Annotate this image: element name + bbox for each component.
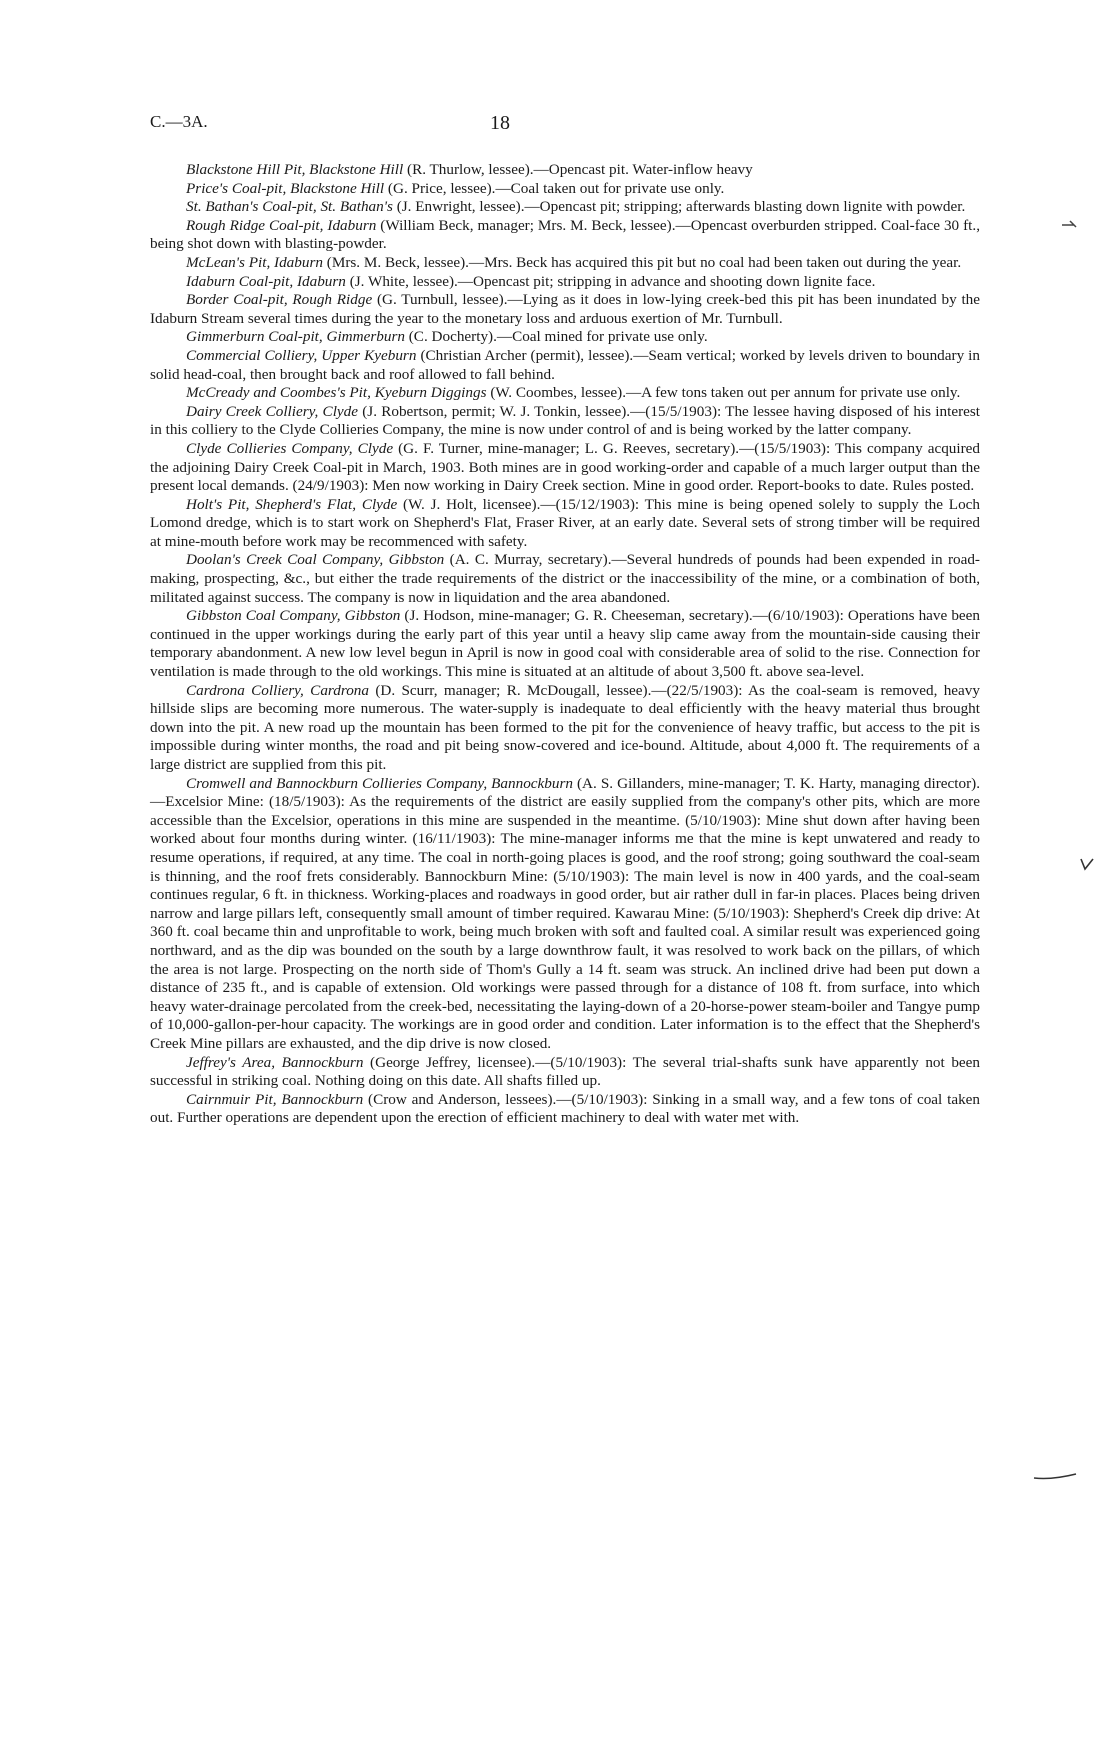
entry-text: (Crow and Anderson, lessees).—(5/10/1903): Sinking in a small way, and a few tons of coal taken out. Further operations are dependent upon the erection of efficient machinery to deal with water met with. <box>150 1090 980 1127</box>
entry-text: (A. S. Gillanders, mine-manager; T. K. Harty, managing director).—Excelsior Mine: (18/5/1903): As the requirements of the district are easily supplied from the company's other pits, which are more accessible than the Excelsior, operations in this mine are suspended in the meantime. (5/10/1903): Mine shut down after having been worked about four months during winter. (16/11/1903): The mine-manager informs me that the mine is kept unwatered and ready to resume operations, if required, at any time. The coal in north-going places is good, and the roof strong; going southward the coal-seam is thinning, and the roof frets considerably. Bannockburn Mine: (5/10/1903): The main level is now in 400 yards, and the coal-seam continues regular, 6 ft. in thickness. Working-places and roadways in good order, but air rather dull in far-in places. Places being driven narrow and large pillars left, consequently small amount of timber required. Kawarau Mine: (5/10/1903): Shepherd's Creek dip drive: At 360 ft. coal became thin and unprofitable to work, being much broken with soft and faulted coal. A similar result was experienced going northward, and as the dip was bounded on the south by a large downthrow fault, it was resolved to work back on the pillars, of which the area is not large. Prospecting on the north side of Thom's Gully a 14 ft. seam was struck. An inclined drive had been put down a distance of 235 ft., and is capable of extension. Old workings were passed through for a distance of 108 ft. from surface, into which heavy water-drainage percolated from the creek-bed, necessitating the laying-down of a 20-horse-power steam-boiler and Tangye pump of 10,000-gallon-per-hour capacity. The workings are in good order and condition. Later information is to the effect that the Shepherd's Creek Mine pillars are exhausted, and the dip drive is now closed. <box>150 774 980 1052</box>
entry <box>150 1054 980 1091</box>
entry-title: Jeffrey's Area, Bannockburn <box>186 1053 364 1071</box>
entry <box>150 291 980 328</box>
margin-mark <box>1060 218 1090 237</box>
document-code: C.—3A. <box>150 112 208 131</box>
entry-text: (J. Enwright, lessee).—Opencast pit; stripping; afterwards blasting down lignite with powder. <box>392 198 966 216</box>
entry <box>150 217 980 254</box>
entry-text: (A. C. Murray, secretary).—Several hundreds of pounds had been expended in road-making, prospecting, &c., but either the trade requirements of the district or the inaccessibility of the mine, or a combination of both, militated against success. The company is now in liquidation and the area abandoned. <box>150 551 980 606</box>
entry-title: Gimmerburn Coal-pit, Gimmerburn <box>186 328 405 346</box>
entry-text: (George Jeffrey, licensee).—(5/10/1903): The several trial-shafts sunk have apparently not been successful in striking coal. Nothing doing on this date. All shafts filled up. <box>150 1053 980 1090</box>
entry-text: (G. F. Turner, mine-manager; L. G. Reeves, secretary).—(15/5/1903): This company acquired the adjoining Dairy Creek Coal-pit in March, 1903. Both mines are in good working-order and capable of a much larger output than the present local demands. (24/9/1903): Men now working in Dairy Creek section. Mine in good order. Report-books to date. Rules posted. <box>150 439 981 495</box>
entry-text: (Mrs. M. Beck, lessee).—Mrs. Beck has acquired this pit but no coal had been taken out during the year. <box>322 253 962 271</box>
entry-text: (Christian Archer (permit), lessee).—Seam vertical; worked by levels driven to boundary in solid head-coal, then brought back and roof allowed to fall behind. <box>150 346 980 383</box>
entry <box>150 347 980 384</box>
entry-title: Idaburn Coal-pit, Idaburn <box>186 272 346 290</box>
entry <box>150 551 980 607</box>
entry-text: (J. White, lessee).—Opencast pit; stripping in advance and shooting down lignite face. <box>345 272 876 290</box>
entry <box>150 775 980 1054</box>
entry-text: (W. J. Holt, licensee).—(15/12/1903): This mine is being opened solely to supply the Loch Lomond dredge, which is to start work on Shepherd's Flat, Fraser River, at an early date. Several sets of strong timber will be required at mine-mouth before work may be recommenced with safety. <box>150 495 980 550</box>
entry <box>150 607 980 681</box>
entry-text: (J. Robertson, permit; W. J. Tonkin, lessee).—(15/5/1903): The lessee having disposed of his interest in this colliery to the Clyde Collieries Company, the mine is now under control of and is being worked by the latter company. <box>150 402 981 439</box>
entry-title: Border Coal-pit, Rough Ridge <box>186 291 373 309</box>
entry-text: (R. Thurlow, lessee).—Opencast pit. Water-inflow heavy <box>403 161 753 178</box>
entry-text: (C. Docherty).—Coal mined for private use only. <box>404 328 708 346</box>
entry <box>150 384 980 403</box>
entry <box>150 1091 980 1128</box>
entry-text: (J. Hodson, mine-manager; G. R. Cheeseman, secretary).—(6/10/1903): Operations have been continued in the upper workings during the early part of this year until a heavy slip came away from the mountain-side causing their temporary abandonment. A new low level begun in April is now in good coal with considerable area of solid to the rise. Connection for ventilation is made through to the old workings. This mine is situated at an altitude of about 3,500 ft. above sea-level. <box>150 607 980 681</box>
entry <box>150 198 980 217</box>
entry <box>150 254 980 273</box>
entry-title: Rough Ridge Coal-pit, Idaburn <box>186 216 377 234</box>
entry-title: St. Bathan's Coal-pit, St. Bathan's <box>186 198 393 216</box>
entry <box>150 273 980 292</box>
entry <box>150 403 980 440</box>
entry-text: (D. Scurr, manager; R. McDougall, lessee).—(22/5/1903): As the coal-seam is removed, heavy hillside slips are becoming more numerous. The water-supply is inadequate to deal efficiently with the heavy material thus brought down into the pit. A new road up the mountain has been formed to the pit for the convenience of heavy traffic, but access to the pit is impossible during winter months, the road and pit being snow-covered and ice-bound. Altitude, about 4,000 ft. The requirements of a large district are supplied from this pit. <box>150 681 980 773</box>
entry <box>150 496 980 552</box>
entry-title: Holt's Pit, Shepherd's Flat, Clyde <box>186 495 398 513</box>
entry-title: Gibbston Coal Company, Gibbston <box>186 607 401 625</box>
entry-title: Cairnmuir Pit, Bannockburn <box>186 1090 364 1108</box>
page-header <box>150 112 980 136</box>
entry <box>150 440 980 496</box>
entry <box>150 328 980 347</box>
entry-title: Price's Coal-pit, Blackstone Hill <box>186 179 385 197</box>
entry-text: (G. Turnbull, lessee).—Lying as it does in low-lying creek-bed this pit has been inundated by the Idaburn Stream several times during the year to the monetary loss and arduous exertion of Mr. Turnbull. <box>150 291 980 327</box>
entry <box>150 682 980 775</box>
entry-text: (G. Price, lessee).—Coal taken out for private use only. <box>384 179 725 197</box>
entry-title: Doolan's Creek Coal Company, Gibbston <box>186 551 445 569</box>
entry-title: Blackstone Hill Pit, Blackstone Hill <box>186 161 404 178</box>
page-body <box>150 161 980 1128</box>
entry-text: (William Beck, manager; Mrs. M. Beck, lessee).—Opencast overburden stripped. Coal-face 30 ft., being shot down with blasting-powder. <box>150 216 980 253</box>
margin-mark <box>1077 855 1097 878</box>
entry-title: McCready and Coombes's Pit, Kyeburn Diggings <box>186 384 487 402</box>
entry-title: Commercial Colliery, Upper Kyeburn <box>186 346 417 364</box>
entry-text: (W. Coombes, lessee).—A few tons taken out per annum for private use only. <box>486 384 961 402</box>
entry-title: Clyde Collieries Company, Clyde <box>186 439 394 457</box>
entry <box>150 161 980 180</box>
entry-title: Cardrona Colliery, Cardrona <box>186 681 369 699</box>
entry-title: Cromwell and Bannockburn Collieries Company, Bannockburn <box>186 774 573 792</box>
entry-title: Dairy Creek Colliery, Clyde <box>186 402 358 420</box>
margin-mark <box>1032 1470 1080 1487</box>
entry <box>150 180 980 199</box>
entry-title: McLean's Pit, Idaburn <box>186 253 323 271</box>
page-number: 18 <box>490 112 510 134</box>
